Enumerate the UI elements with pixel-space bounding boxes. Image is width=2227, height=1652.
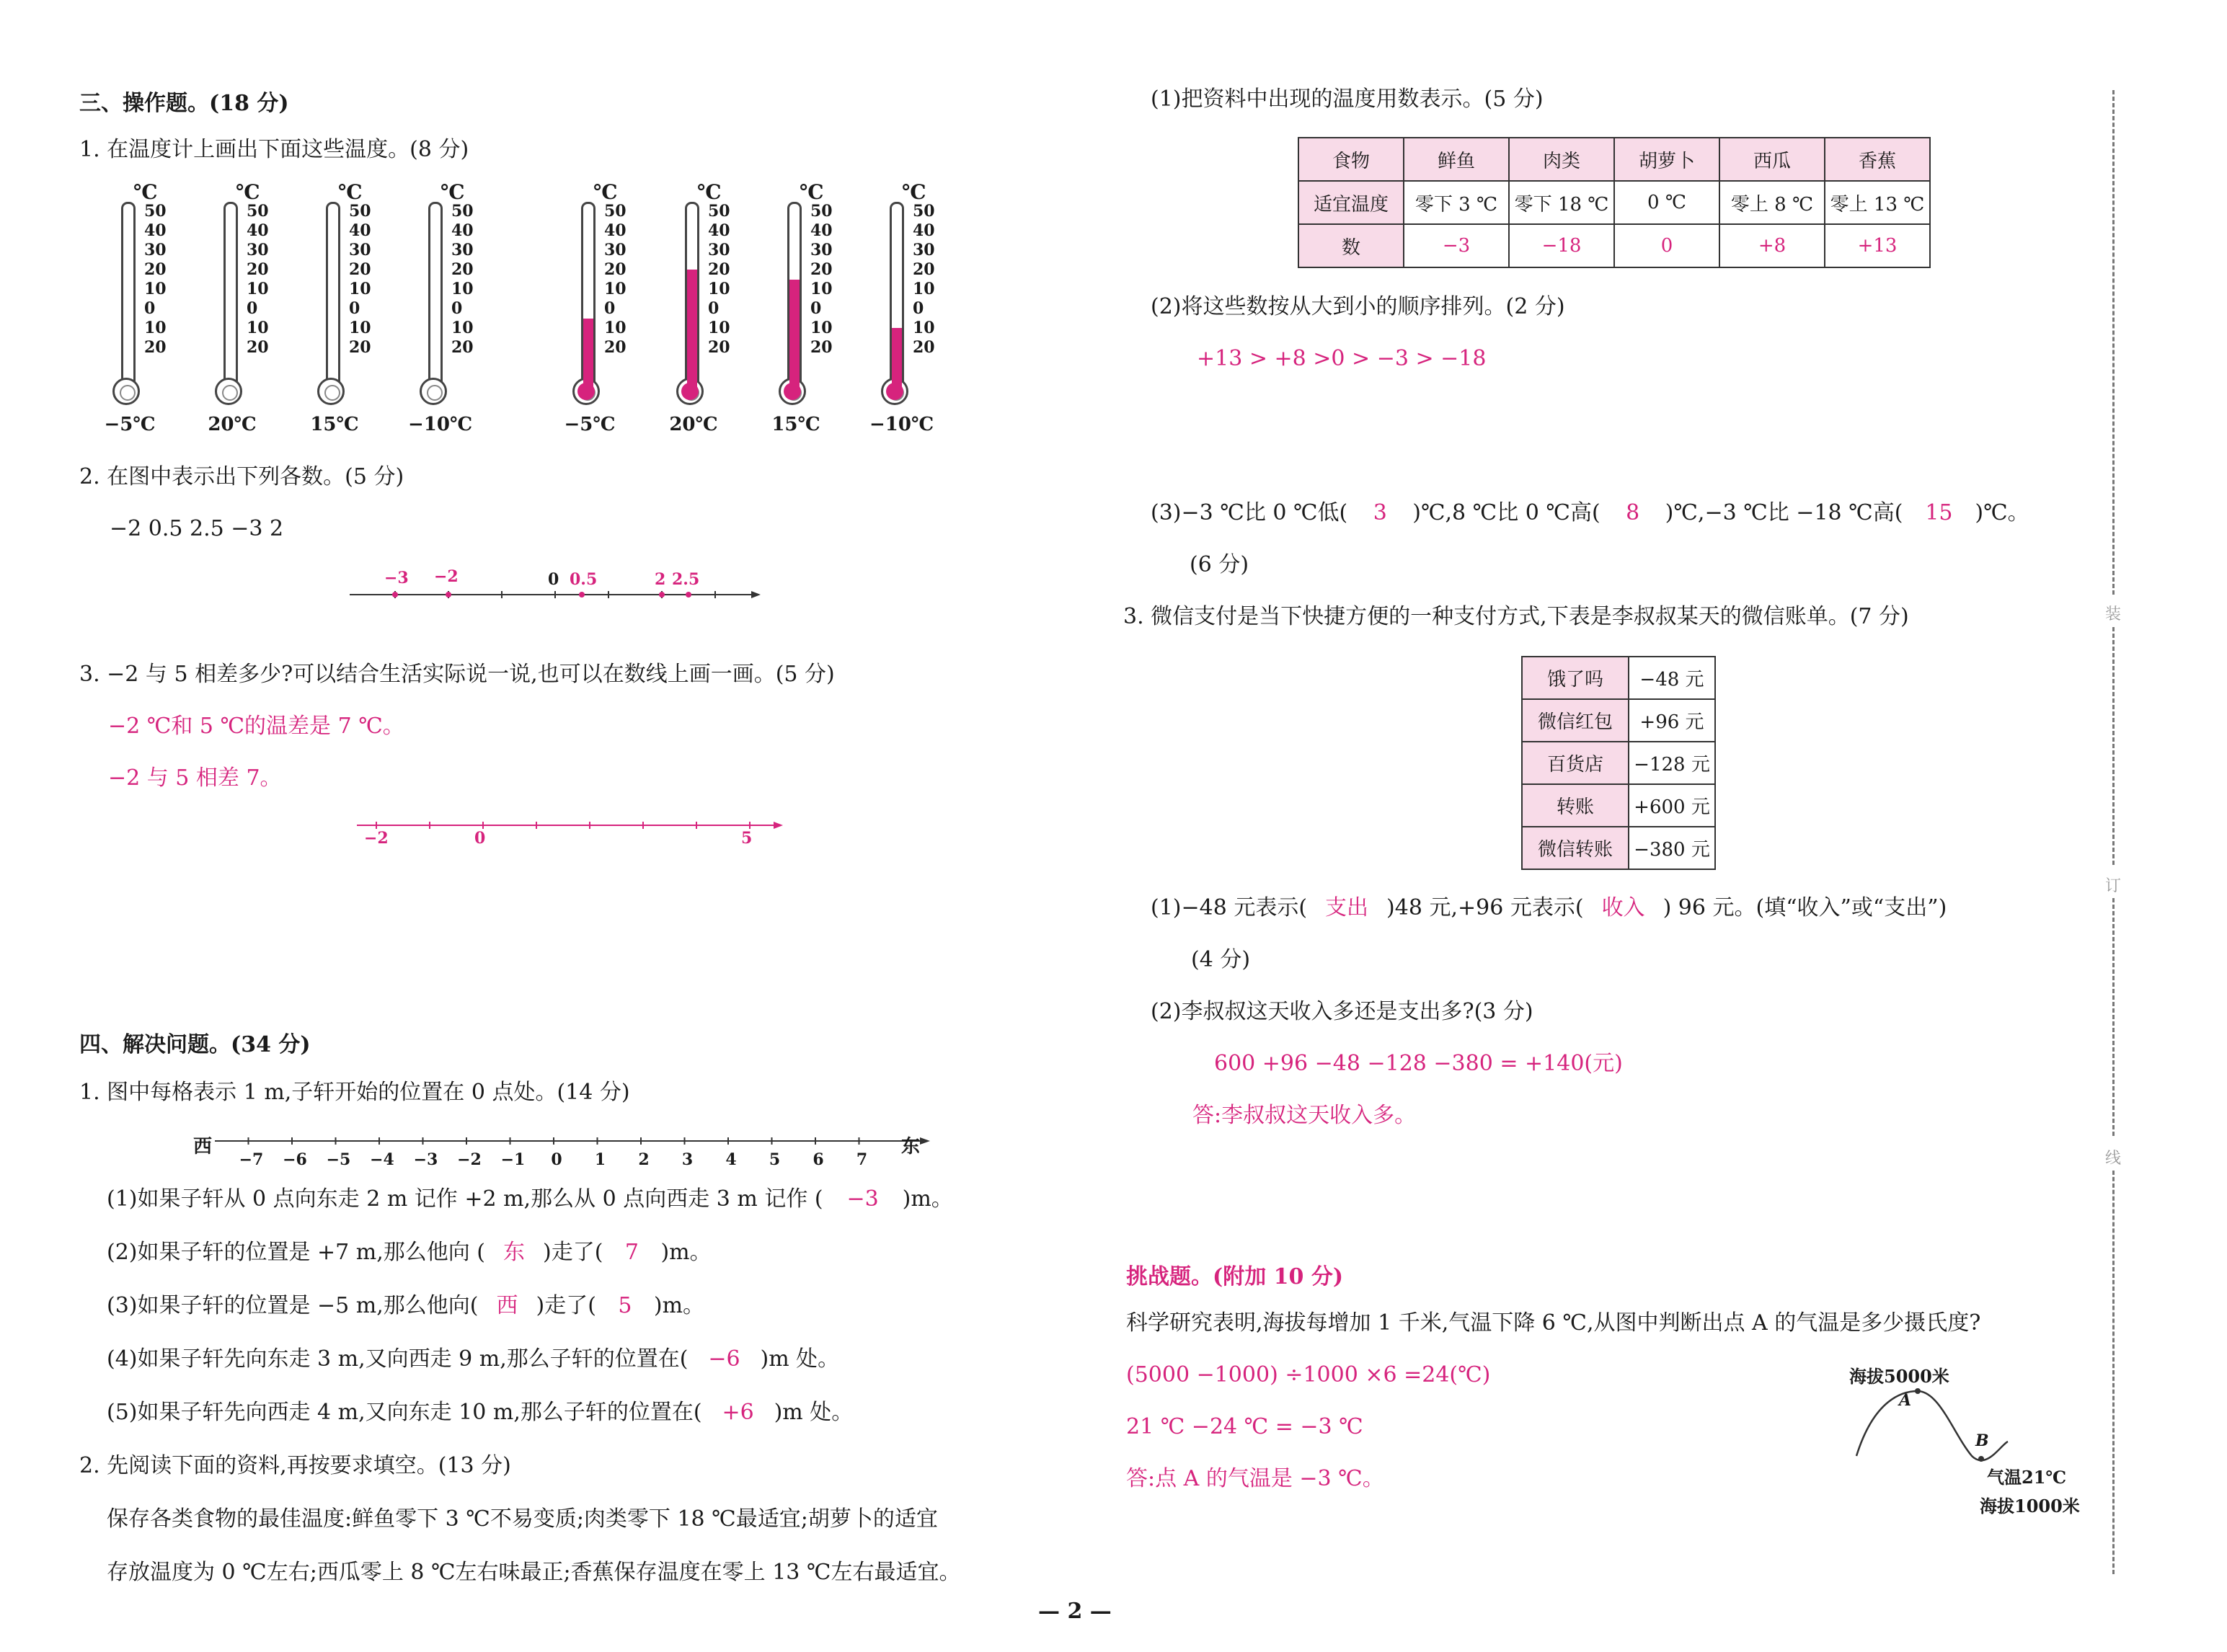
scale-label: 0 [604,299,616,318]
number-point [446,592,451,598]
food-header-cell: 香蕉 [1825,138,1930,181]
number-line-q3 [353,814,793,836]
r-bill-q1-score: (4 分) [1191,947,1251,972]
nl3-label-5: 5 [741,829,753,848]
scale-label: 50 [451,202,474,221]
s4-sub2-end: )m。 [660,1240,712,1265]
s3-q3-answer-1: −2 ℃和 5 ℃的温差是 7 ℃。 [108,714,404,739]
thermometer-blank [101,180,202,435]
thermometer-tube [326,202,340,384]
thermometer-filled [561,180,662,435]
thermometer-temp-label: 20℃ [208,414,257,435]
scale-label: 0 [349,299,360,318]
nl2-label-minus2: −2 [434,567,459,586]
challenge-title: 挑战题。(附加 10 分) [1126,1264,1344,1289]
mountain-top-label: 海拔5000米 [1849,1366,1949,1387]
r-p3-answer-2: 8 [1626,500,1640,525]
thermometer-filled [767,180,868,435]
r-p3-answer-3: 15 [1925,500,1953,525]
mercury-fill [583,319,593,388]
food-header-cell: 西瓜 [1719,138,1825,181]
food-cell: 零上 13 ℃ [1825,181,1930,224]
scale-label: 10 [708,280,730,298]
r-part-1: (1)把资料中出现的温度用数表示。(5 分) [1151,86,1544,112]
bill-row [1522,657,1715,699]
thermometer-filled [665,180,766,435]
s4-sub3-text: (3)如果子轩的位置是 −5 m,那么他向( [107,1293,479,1318]
thermometer-scale [604,202,627,358]
bill-row [1522,827,1715,869]
direction-tick-label: 0 [551,1150,562,1169]
thermometer-temp-label: 20℃ [669,414,718,435]
scale-label: 40 [247,221,269,240]
food-header-cell: 胡萝卜 [1614,138,1719,181]
s3-question-1: 1. 在温度计上画出下面这些温度。(8 分) [79,137,469,162]
scale-label: 20 [247,260,269,279]
scale-label: 20 [604,338,627,357]
s4-sub3-answer-2: 5 [618,1293,632,1318]
direction-tick-label: −5 [326,1150,351,1169]
thermometer-bulb [317,378,345,405]
s4-sub5 [107,1398,853,1427]
scale-label: 30 [144,241,167,259]
s4-question-2: 2. 先阅读下面的资料,再按要求填空。(13 分) [79,1453,511,1478]
scale-label: 40 [708,221,730,240]
scale-label: 10 [913,319,935,337]
scale-label: 10 [144,280,167,298]
scale-label: 50 [810,202,833,221]
scale-label: 10 [349,319,371,337]
nl2-label-minus3: −3 [384,569,409,587]
mercury-bulb [886,383,903,400]
scale-label: 30 [913,241,935,259]
nl2-label-0.5: 0.5 [570,570,598,589]
direction-tick-label: 2 [638,1150,650,1169]
food-table-row-temp [1298,181,1930,224]
r-part-3 [1151,499,2029,528]
challenge-text: 科学研究表明,海拔每增加 1 千米,气温下降 6 ℃,从图中判断出点 A 的气温是多少摄氏度? [1126,1310,1981,1336]
food-header-cell: 鲜鱼 [1404,138,1509,181]
scale-label: 40 [604,221,627,240]
scale-label: 50 [144,202,167,221]
binding-line-1 [2112,90,2115,595]
thermometer-tube [121,202,136,384]
direction-tick-label: 1 [594,1150,606,1169]
r-b1-answer-1: 支出 [1325,895,1369,920]
food-header-cell: 肉类 [1509,138,1614,181]
binding-line-4 [2112,1171,2115,1574]
food-answer-cell: −18 [1509,224,1614,267]
bill-row [1522,742,1715,784]
nl2-label-2: 2 [655,570,666,589]
r-question-3: 3. 微信支付是当下快捷方便的一种支付方式,下表是李叔叔某天的微信账单。(7 分) [1123,604,1909,629]
thermometer-temp-label: −10℃ [408,414,473,435]
scale-label: 50 [247,202,269,221]
s4-sub4-end: )m 处。 [760,1346,840,1372]
scale-label: 30 [604,241,627,259]
bill-amount: −48 元 [1629,657,1715,699]
s4-sub4 [107,1345,839,1374]
r-p3-text-b: )℃,8 ℃比 0 ℃高( [1412,500,1600,525]
celsius-unit: ℃ [800,180,824,204]
direction-tick-label: 6 [813,1150,824,1169]
nl3-label-0: 0 [474,829,486,848]
scale-label: 20 [708,260,730,279]
s4-sub2-answer-2: 7 [624,1240,639,1265]
scale-label: 10 [247,319,269,337]
s4-sub1 [107,1185,953,1214]
scale-label: 10 [810,280,833,298]
scale-label: 40 [810,221,833,240]
s4-sub1-text: (1)如果子轩从 0 点向东走 2 m 记作 +2 m,那么从 0 点向西走 3 m 记作 ( [107,1186,823,1212]
bill-name: 转账 [1522,784,1629,827]
bill-amount: +96 元 [1629,699,1715,742]
mountain-bottom-label: 海拔1000米 [1980,1496,2080,1516]
thermometer-tube [428,202,443,384]
mercury-bulb [784,383,801,400]
mercury-fill [892,328,902,387]
wechat-bill-table [1521,656,1716,870]
thermometer-filled [869,180,970,435]
scale-label: 10 [604,280,627,298]
page-number: — 2 — [1038,1599,1112,1624]
number-point [659,592,665,598]
direction-tick-label: 7 [856,1150,868,1169]
food-answer-cell: 0 [1614,224,1719,267]
scale-label: 10 [451,280,474,298]
food-cell: 零下 3 ℃ [1404,181,1509,224]
scale-label: 50 [349,202,371,221]
celsius-unit: ℃ [902,180,926,204]
food-cell: 适宜温度 [1298,181,1404,224]
s4-sub3 [107,1292,704,1320]
scale-label: 10 [913,280,935,298]
r-bill-q2: (2)李叔叔这天收入多还是支出多?(3 分) [1151,999,1533,1024]
food-cell: 0 ℃ [1614,181,1719,224]
scale-label: 10 [810,319,833,337]
section3-title: 三、操作题。(18 分) [79,91,289,116]
binding-char-2: 订 [2105,877,2122,895]
celsius-unit: ℃ [338,180,363,204]
scale-label: 40 [913,221,935,240]
direction-tick-label: −7 [239,1150,264,1169]
scale-label: 30 [810,241,833,259]
bill-name: 微信转账 [1522,827,1629,869]
direction-tick-label: 4 [725,1150,737,1169]
direction-number-line [215,1130,936,1152]
s4-sub2 [107,1238,712,1267]
thermometer-blank [203,180,304,435]
temperature-label: 气温21℃ [1987,1467,2067,1488]
scale-label: 0 [913,299,924,318]
thermometer-scale [144,202,167,358]
thermometer-scale [810,202,833,358]
east-label: 东 [901,1136,921,1158]
binding-line-2 [2112,627,2115,865]
r-p3-text-c: )℃,−3 ℃比 −18 ℃高( [1665,500,1903,525]
direction-tick-label: 5 [769,1150,781,1169]
food-answer-cell: +8 [1719,224,1825,267]
bill-name: 饿了吗 [1522,657,1629,699]
r-b1-text-b: )48 元,+96 元表示( [1386,895,1584,920]
mercury-bulb [577,383,595,400]
direction-tick-label: 3 [681,1150,694,1169]
food-table-row-number [1298,224,1930,267]
scale-label: 20 [144,338,167,357]
nl2-label-2.5: 2.5 [672,570,700,589]
scale-label: 30 [451,241,474,259]
s3-q3-answer-2: −2 与 5 相差 7。 [108,765,282,791]
scale-label: 50 [604,202,627,221]
s4-sub3-mid: )走了( [536,1293,596,1318]
s4-sub5-answer: +6 [722,1400,754,1425]
r-p3-answer-1: 3 [1373,500,1387,525]
scale-label: 20 [708,338,730,357]
scale-label: 30 [708,241,730,259]
scale-label: 0 [451,299,463,318]
s4-question-1: 1. 图中每格表示 1 m,子轩开始的位置在 0 点处。(14 分) [79,1080,630,1105]
thermometer-temp-label: 15℃ [310,414,359,435]
west-label: 西 [193,1136,213,1158]
s4-sub2-text: (2)如果子轩的位置是 +7 m,那么他向 ( [107,1240,486,1265]
celsius-unit: ℃ [440,180,465,204]
challenge-answer-3: 答:点 A 的气温是 −3 ℃。 [1126,1466,1384,1491]
number-point [579,592,585,598]
scale-label: 20 [604,260,627,279]
r-p3-text-a: (3)−3 ℃比 0 ℃低( [1151,500,1348,525]
s3-question-2: 2. 在图中表示出下列各数。(5 分) [79,464,404,489]
section4-title: 四、解决问题。(34 分) [79,1032,311,1057]
binding-char-3: 线 [2105,1150,2122,1168]
direction-tick-label: −6 [283,1150,307,1169]
scale-label: 10 [349,280,371,298]
thermometer-scale [349,202,371,358]
mercury-fill [789,280,800,388]
thermometer-temp-label: −5℃ [564,414,616,435]
scale-label: 20 [144,260,167,279]
s3-q2-numbers: −2 0.5 2.5 −3 2 [110,516,284,541]
direction-tick-label: −1 [500,1150,526,1169]
r-bill-q2-answer-1: 600 +96 −48 −128 −380 = +140(元) [1214,1051,1623,1076]
scale-label: 20 [451,338,474,357]
s4-sub4-text: (4)如果子轩先向东走 3 m,又向西走 9 m,那么子轩的位置在( [107,1346,689,1372]
s4-sub1-answer: −3 [846,1186,879,1212]
nl2-label-0: 0 [548,570,559,589]
s4-sub1-end: )m。 [902,1186,953,1212]
bill-amount: +600 元 [1629,784,1715,827]
scale-label: 40 [144,221,167,240]
food-table-header [1298,138,1930,181]
scale-label: 20 [349,338,371,357]
food-table [1298,137,1931,268]
thermometer-bulb [420,378,447,405]
scale-label: 0 [247,299,258,318]
thermometer-scale [451,202,474,358]
celsius-unit: ℃ [236,180,260,204]
scale-label: 10 [451,319,474,337]
s4-sub5-end: )m 处。 [774,1400,854,1425]
mercury-fill [687,270,697,387]
number-line-q2 [346,562,779,605]
scale-label: 10 [144,319,167,337]
s4-q2-text-2: 存放温度为 0 ℃左右;西瓜零上 8 ℃左右味最正;香蕉保存温度在零上 13 ℃左右最适宜。 [107,1560,961,1585]
food-answer-cell: +13 [1825,224,1930,267]
thermometer-temp-label: 15℃ [771,414,820,435]
s4-q2-text-1: 保存各类食物的最佳温度:鲜鱼零下 3 ℃不易变质;肉类零下 18 ℃最适宜;胡萝卜的适宜 [107,1506,938,1532]
point-b-label: B [1975,1431,1989,1450]
bill-name: 微信红包 [1522,699,1629,742]
mercury-bulb [681,383,699,400]
thermometer-scale [247,202,269,358]
thermometer-tube [223,202,238,384]
r-b1-answer-2: 收入 [1601,895,1645,920]
thermometer-temp-label: −5℃ [104,414,156,435]
s4-sub3-end: )m。 [653,1293,705,1318]
r-bill-q2-answer-2: 答:李叔叔这天收入多。 [1192,1103,1417,1128]
scale-label: 50 [708,202,730,221]
scale-label: 20 [913,338,935,357]
food-header-cell: 食物 [1298,138,1404,181]
scale-label: 0 [144,299,156,318]
scale-label: 10 [247,280,269,298]
thermometer-blank [306,180,407,435]
s3-question-3: 3. −2 与 5 相差多少?可以结合生活实际说一说,也可以在数线上画一画。(5 分) [79,662,835,687]
s4-sub3-answer-1: 西 [496,1293,518,1318]
s4-sub2-answer-1: 东 [503,1240,526,1265]
r-part-3-score: (6 分) [1190,552,1249,577]
food-cell: 零上 8 ℃ [1719,181,1825,224]
scale-label: 20 [349,260,371,279]
r-bill-q1 [1151,894,1947,923]
thermometer-temp-label: −10℃ [869,414,934,435]
scale-label: 20 [810,260,833,279]
scale-label: 30 [247,241,269,259]
r-b1-text-a: (1)−48 元表示( [1151,895,1308,920]
r-b1-text-c: ) 96 元。(填“收入”或“支出”) [1662,895,1947,920]
celsius-unit: ℃ [593,180,618,204]
scale-label: 20 [247,338,269,357]
s4-sub4-answer: −6 [708,1346,740,1372]
celsius-unit: ℃ [133,180,158,204]
bill-row [1522,784,1715,827]
scale-label: 20 [451,260,474,279]
r-part-2: (2)将这些数按从大到小的顺序排列。(2 分) [1151,294,1565,319]
thermometer-bulb [215,378,242,405]
challenge-answer-2: 21 ℃ −24 ℃ = −3 ℃ [1126,1414,1363,1439]
scale-label: 0 [810,299,822,318]
scale-label: 10 [604,319,627,337]
direction-tick-label: −2 [457,1150,482,1169]
thermometer-scale [913,202,935,358]
bill-amount: −380 元 [1629,827,1715,869]
bill-name: 百货店 [1522,742,1629,784]
direction-tick-label: −4 [370,1150,394,1169]
r-p3-text-d: )℃。 [1975,500,2029,525]
scale-label: 50 [913,202,935,221]
scale-label: 40 [451,221,474,240]
bill-row [1522,699,1715,742]
food-cell: 零下 18 ℃ [1509,181,1614,224]
thermometer-bulb [112,378,140,405]
food-cell: 数 [1298,224,1404,267]
bill-amount: −128 元 [1629,742,1715,784]
scale-label: 20 [913,260,935,279]
s4-sub2-mid: )走了( [543,1240,603,1265]
scale-label: 10 [708,319,730,337]
thermometer-scale [708,202,730,358]
number-point [392,592,398,598]
scale-label: 30 [349,241,371,259]
binding-char-1: 装 [2105,605,2122,623]
thermometer-blank [408,180,509,435]
binding-line-3 [2112,898,2115,1136]
food-answer-cell: −3 [1404,224,1509,267]
challenge-answer-1: (5000 −1000) ÷1000 ×6 =24(℃) [1126,1362,1491,1387]
point-a-label: A [1899,1391,1912,1410]
number-point [686,592,691,598]
celsius-unit: ℃ [697,180,722,204]
nl3-label-minus2: −2 [364,829,389,848]
s4-sub5-text: (5)如果子轩先向西走 4 m,又向东走 10 m,那么子轩的位置在( [107,1400,702,1425]
scale-label: 40 [349,221,371,240]
direction-tick-label: −3 [413,1150,438,1169]
scale-label: 20 [810,338,833,357]
scale-label: 0 [708,299,720,318]
r-part-2-answer: +13 > +8 >0 > −3 > −18 [1197,346,1487,371]
